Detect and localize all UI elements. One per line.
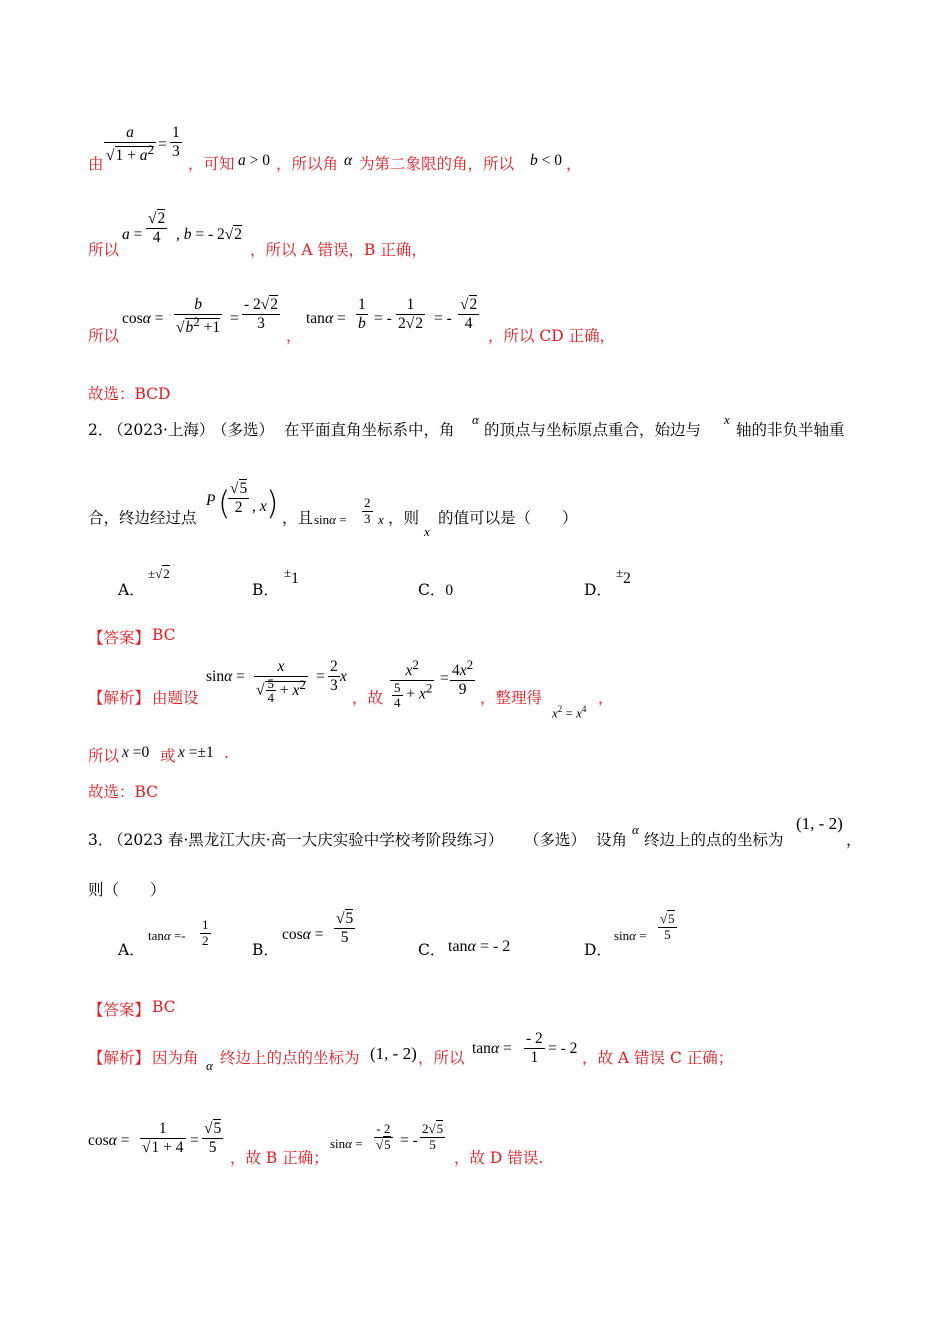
question-text-2: 终边上的点的坐标为: [644, 831, 784, 849]
question-3-line-1: [0, 814, 950, 850]
option-c-formula: tanα = - 2: [448, 938, 511, 955]
so-text: 所以: [88, 747, 120, 765]
option-a-formula: tanα =-: [148, 928, 186, 943]
analysis-text-1: 由题设: [152, 689, 199, 707]
point-1-neg2: (1, - 2): [370, 1044, 417, 1063]
question-3-analysis-1: [0, 1030, 950, 1074]
text-suoyijiao: ，所以角: [276, 155, 339, 173]
answer-value: BC: [152, 626, 176, 644]
text-you: 由: [88, 155, 104, 173]
text-d-wrong: ，故 D 错误.: [454, 1149, 544, 1167]
solution-line-3: [0, 296, 950, 348]
eq-neg: = -: [400, 1132, 418, 1149]
eq-tan-alpha: tanα =: [472, 1040, 512, 1057]
fraction-sqrt5-over-5: √5 5: [336, 910, 354, 946]
eq-x2-x4: $x^2 = x^4$: [552, 704, 587, 721]
option-c[interactable]: [418, 578, 453, 600]
text-cd-right: ，所以 CD 正确，: [488, 327, 616, 345]
period-text: .: [224, 744, 229, 762]
eq-sign: =: [190, 1132, 199, 1149]
eq-neg2: = - 2: [548, 1040, 578, 1057]
question-text-1: 在平面直角坐标系中，角: [284, 421, 455, 439]
fraction-sqrt5-over-2: √5 2: [230, 480, 248, 516]
solution-line-2: [0, 210, 950, 258]
option-a[interactable]: [118, 938, 145, 960]
question-kind: （多选）: [524, 831, 587, 849]
fraction-two-thirds-2: 2 3: [330, 658, 338, 694]
question-source: （2023·上海）: [108, 421, 215, 439]
eq-neg: = -: [374, 310, 392, 327]
eq-tan-alpha: tanα =: [306, 310, 346, 327]
option-b-value: ±1: [284, 565, 299, 587]
x-eq-zero: x =0: [122, 744, 150, 761]
or-text: 或: [160, 747, 176, 765]
eq-one-third: =: [158, 136, 167, 153]
paren-right: ): [266, 484, 279, 522]
question-text-7: 的值可以是（ ）: [438, 509, 578, 527]
fraction-x-over-sqrt: x √ $\frac{5}{4}$ + $x^2$: [256, 658, 306, 706]
eq-b: , b = - 2√2: [176, 226, 243, 243]
option-c-value: 0: [445, 582, 454, 599]
eq-sin-alpha: sinα =: [314, 512, 347, 527]
question-kind: （多选）: [212, 421, 275, 439]
fraction-sqrt5-over-5-d: √5 5: [660, 911, 675, 942]
fraction-sqrt2-over-4: √2 4: [148, 210, 166, 246]
fraction-sqrt2-over-4-b: √2 4: [460, 296, 478, 332]
x-sub: x: [424, 524, 430, 539]
fraction-one-over-2sqrt2: 1 2√2: [398, 296, 424, 332]
answer-label: 【答案】: [88, 629, 151, 647]
question-text-2: 的顶点与坐标原点重合，始边与: [484, 421, 702, 439]
text-a-wrong-b-right: ，所以 A 错误，B 正确，: [250, 241, 427, 259]
fraction-sqrt5-over-5: √5 5: [204, 1120, 222, 1156]
option-a[interactable]: [118, 578, 145, 600]
fraction-b-over-sqrt: b $√b^2 +1$: [176, 296, 221, 336]
analysis-label: 【解析】: [88, 1049, 151, 1067]
fraction-neg2sqrt2-over-3: - 2√2 3: [244, 296, 279, 332]
eq-a: a =: [122, 226, 143, 243]
text-second-quadrant: 为第二象限的角，所以: [359, 155, 515, 173]
final-answer-text: 故选：BC: [88, 783, 159, 801]
fraction-neg2-over-1: - 2 1: [526, 1030, 543, 1066]
x-eq-pm1: x =±1: [178, 744, 214, 761]
eq-sin-alpha-2: sinα =: [206, 668, 245, 685]
text-b-right: ，故 B 正确；: [230, 1149, 329, 1167]
analysis-text-4: ，: [598, 689, 614, 707]
fraction-x2-over-sum: $x^2$ $\frac{5}{4}$ + $x^2$: [390, 658, 434, 709]
answer-bcd-text: 故选：BCD: [88, 385, 171, 403]
fraction-neg2-over-sqrt5: - 2 √5: [376, 1121, 391, 1152]
option-a-label: A．: [118, 581, 145, 599]
option-d[interactable]: [584, 938, 612, 960]
eq-sign-2: =: [316, 668, 325, 685]
question-text-5: ，且: [282, 509, 314, 527]
fraction-one-over-sqrt5: 1 √1 + 4: [142, 1120, 184, 1156]
point-p: P: [206, 492, 216, 509]
answer-label: 【答案】: [88, 1001, 151, 1019]
analysis-label: 【解析】: [88, 689, 151, 707]
option-c[interactable]: [418, 938, 445, 960]
question-text-3: ，: [846, 831, 862, 849]
analysis-text-3: ，所以: [418, 1049, 465, 1067]
question-2-analysis: [0, 656, 950, 726]
question-text-3: 轴的非负半轴重: [736, 421, 845, 439]
alpha-symbol: α: [472, 412, 479, 427]
fraction-a-over-sqrt: a $√1 + a^2$: [106, 124, 155, 164]
question-number: 3．: [88, 831, 114, 849]
fraction-one-third: 1 3: [172, 124, 180, 160]
ineq-b-negative: b < 0: [530, 152, 562, 169]
question-3-options: [0, 910, 950, 960]
x-var-2: x: [340, 668, 347, 685]
fraction-two-thirds: 2 3: [364, 495, 371, 526]
analysis-text-4: ，故 A 错误 C 正确；: [582, 1049, 734, 1067]
question-text-4: 合，终边经过点: [88, 509, 197, 527]
point-1-neg2: (1, - 2): [796, 814, 843, 833]
fraction-one-over-b: 1 b: [358, 296, 366, 332]
ineq-a-positive: a > 0: [238, 152, 270, 169]
option-d-label: D．: [584, 581, 612, 599]
question-2-options: [0, 565, 950, 599]
option-d-value: ±2: [616, 565, 631, 587]
x-symbol: x: [724, 412, 730, 427]
option-b-label: B．: [252, 581, 279, 599]
analysis-text-2: ，故: [352, 689, 384, 707]
option-b[interactable]: [252, 578, 279, 600]
option-d-formula: sinα =: [614, 928, 647, 943]
option-a-label: A．: [118, 941, 145, 959]
eq-sign-3: =: [440, 670, 449, 687]
paren-left: (: [218, 484, 231, 522]
option-d-label: D．: [584, 941, 612, 959]
fraction-2sqrt5-over-5: 2√5 5: [422, 1121, 444, 1152]
text-suoyi: 所以: [88, 327, 120, 345]
question-text-4: 则（ ）: [88, 881, 166, 899]
eq-sign: =: [230, 310, 239, 327]
question-source: （2023 春·黑龙江大庆·高一大庆实验中学校考阶段练习）: [108, 831, 504, 849]
alpha-symbol: α: [344, 152, 353, 169]
option-b-formula: cosα =: [282, 926, 324, 943]
coord-x: , x: [252, 498, 267, 515]
question-2-line-2: [0, 476, 950, 540]
fraction-4x2-over-9: $4x^2$ 9: [452, 657, 474, 698]
question-text-1: 设角: [596, 831, 628, 849]
option-b[interactable]: [252, 938, 279, 960]
eq-cos-alpha: cosα =: [122, 310, 164, 327]
option-b-label: B．: [252, 941, 279, 959]
option-c-label: C．: [418, 941, 446, 959]
alpha-symbol: α: [632, 822, 639, 837]
fraction-one-half: 1 2: [202, 917, 209, 948]
alpha-symbol: α: [206, 1058, 213, 1073]
analysis-text-2: 终边上的点的坐标为: [220, 1049, 360, 1067]
eq-sin-alpha: sinα =: [330, 1136, 363, 1151]
question-text-6: ，则: [388, 509, 420, 527]
option-a-value: ±√2: [148, 566, 170, 581]
eq-cos-alpha: cosα =: [88, 1132, 130, 1149]
text-kezhi: ，可知: [188, 155, 235, 173]
text-end: ，: [566, 155, 582, 173]
option-d[interactable]: [584, 578, 612, 600]
solution-line-1: [0, 124, 950, 174]
question-number: 2．: [88, 421, 114, 439]
text-comma: ，: [286, 327, 302, 345]
x-var: x: [378, 512, 384, 527]
option-c-label: C．: [418, 581, 446, 599]
answer-value: BC: [152, 998, 176, 1016]
question-3-analysis-2: [0, 1120, 950, 1170]
analysis-text-1: 因为角: [152, 1049, 199, 1067]
text-suoyi: 所以: [88, 241, 120, 259]
eq-neg-2: = -: [434, 310, 452, 327]
analysis-text-3: ，整理得: [480, 689, 543, 707]
